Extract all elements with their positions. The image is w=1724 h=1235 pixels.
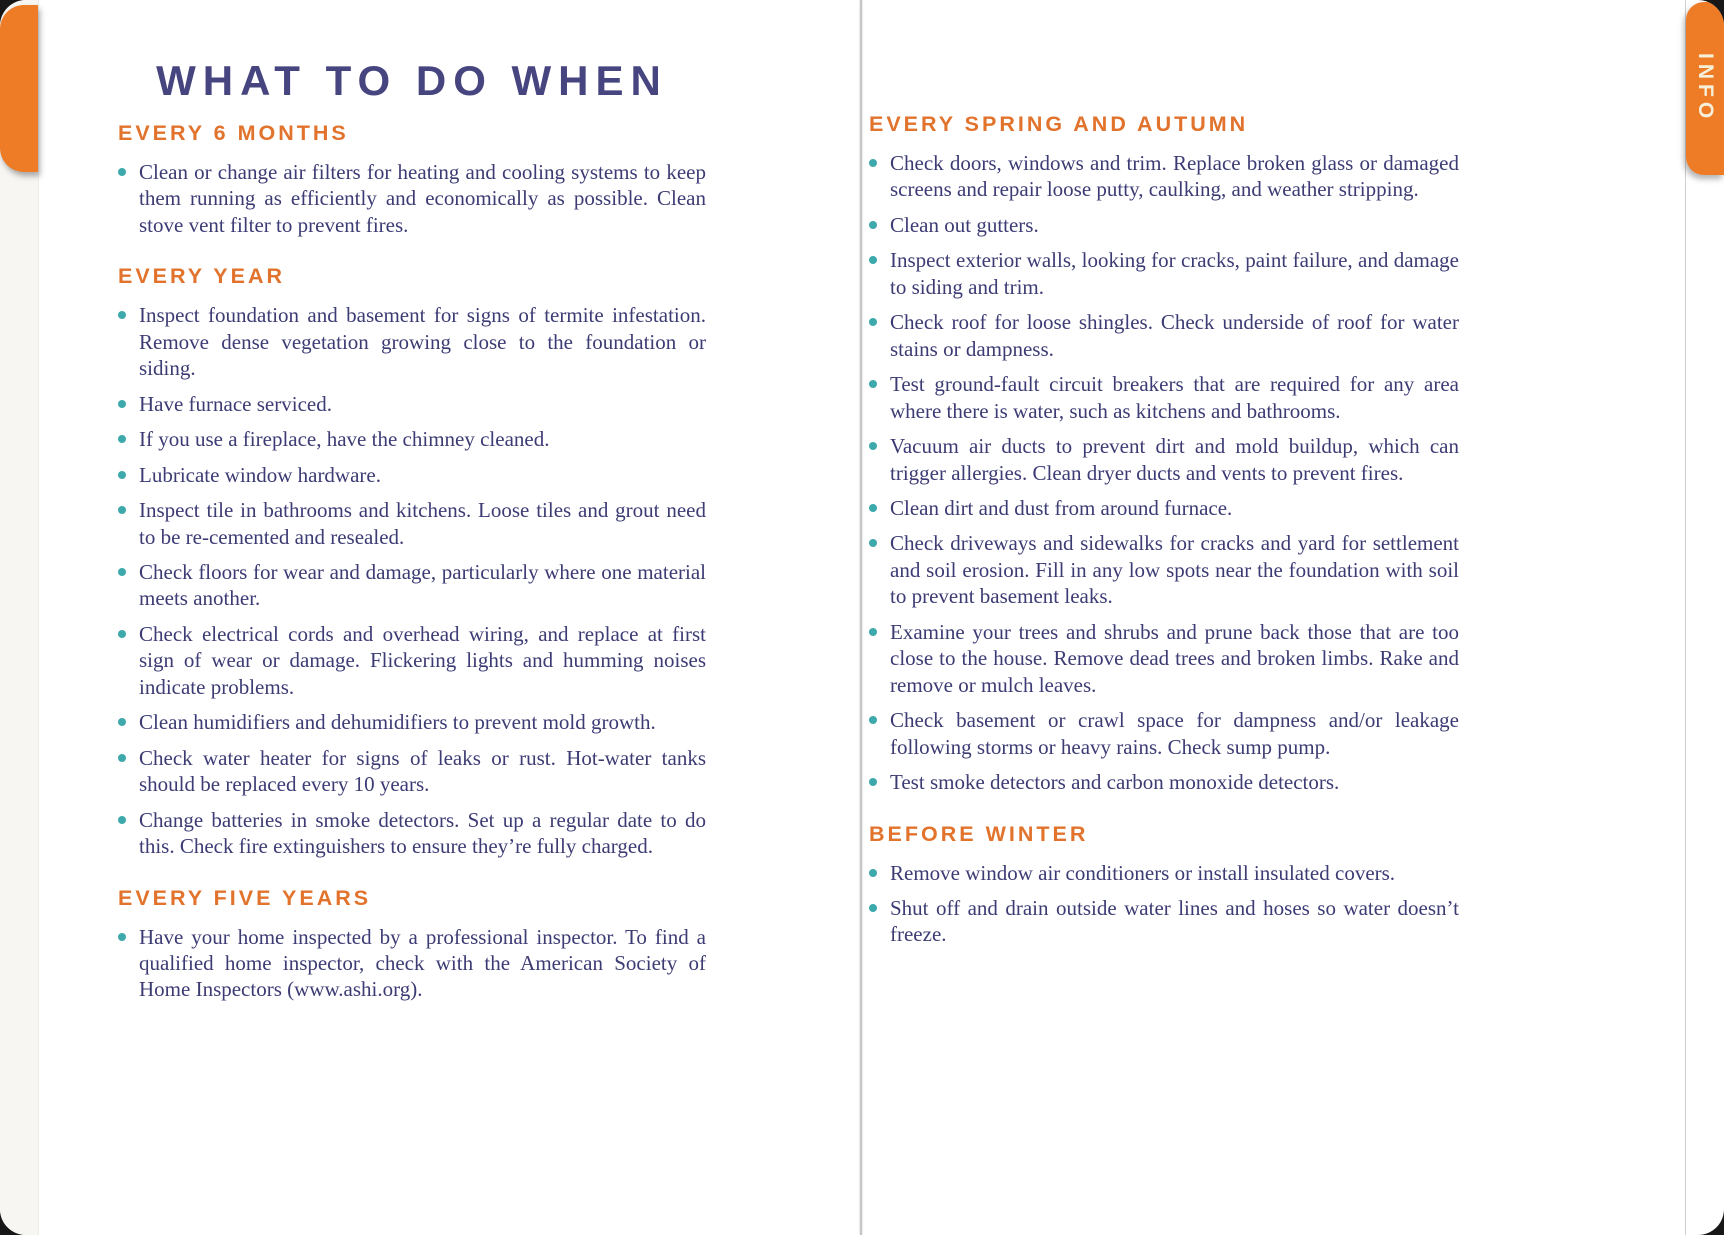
list-item: Check doors, windows and trim. Replace broken glass or damaged screens and repair loose putty, caulking, and weather stripping.: [869, 150, 1459, 203]
page-title: WHAT TO DO WHEN: [156, 57, 668, 104]
page-seam: [860, 0, 862, 1235]
section-heading: EVERY 6 MONTHS: [118, 121, 349, 145]
bullet-icon: [869, 628, 877, 636]
bullet-icon: [118, 630, 126, 638]
list-item: Clean out gutters.: [869, 212, 1459, 238]
bullet-icon: [869, 380, 877, 388]
bullet-icon: [869, 716, 877, 724]
list-item: Check driveways and sidewalks for cracks and yard for settlement and soil erosion. Fill in any low spots near the foundation with soil to prevent basement leaks.: [869, 530, 1459, 609]
list-item: Clean dirt and dust from around furnace.: [869, 495, 1459, 521]
bullet-icon: [118, 816, 126, 824]
bullet-icon: [869, 318, 877, 326]
left-page: [118, 57, 706, 1012]
list-item: Check roof for loose shingles. Check underside of roof for water stains or dampness.: [869, 309, 1459, 362]
bullet-icon: [869, 504, 877, 512]
section-every-6-months: [118, 121, 706, 238]
bullet-icon: [118, 718, 126, 726]
list-item: Lubricate window hardware.: [118, 462, 706, 488]
section-heading: EVERY FIVE YEARS: [118, 885, 372, 910]
list-item: Vacuum air ducts to prevent dirt and mold buildup, which can trigger allergies. Clean dryer ducts and vents to prevent fires.: [869, 433, 1459, 486]
right-page-edge: [1685, 0, 1686, 1235]
list-item: Clean humidifiers and dehumidifiers to prevent mold growth.: [118, 709, 706, 735]
right-page: [869, 112, 1459, 957]
bullet-icon: [118, 933, 126, 941]
list-item: Check floors for wear and damage, particularly where one material meets another.: [118, 559, 706, 612]
bullet-icon: [869, 539, 877, 547]
list-item: Change batteries in smoke detectors. Set up a regular date to do this. Check fire extinguishers to ensure they’re fully charged.: [118, 807, 706, 860]
bullet-icon: [118, 506, 126, 514]
list-item: Examine your trees and shrubs and prune back those that are too close to the house. Remove dead trees and broken limbs. Rake and remove or mulch leaves.: [869, 619, 1459, 698]
section-tab-left[interactable]: [0, 5, 38, 172]
list-item: If you use a fireplace, have the chimney cleaned.: [118, 426, 706, 452]
bullet-icon: [869, 221, 877, 229]
bullet-icon: [869, 778, 877, 786]
bullet-icon: [118, 400, 126, 408]
section-every-year: [118, 264, 706, 859]
section-every-spring-autumn: [869, 112, 1459, 796]
list-item: Shut off and drain outside water lines and hoses so water doesn’t freeze.: [869, 895, 1459, 948]
bullet-icon: [869, 904, 877, 912]
list-item: Check water heater for signs of leaks or rust. Hot-water tanks should be replaced every 10 years.: [118, 745, 706, 798]
bullet-icon: [869, 256, 877, 264]
list-item: Test ground-fault circuit breakers that are required for any area where there is water, such as kitchens and bathrooms.: [869, 371, 1459, 424]
bullet-icon: [118, 471, 126, 479]
bullet-icon: [118, 435, 126, 443]
bullet-icon: [869, 442, 877, 450]
bullet-icon: [118, 754, 126, 762]
bullet-icon: [869, 869, 877, 877]
section-heading: EVERY YEAR: [118, 264, 286, 289]
left-page-edge: [0, 0, 39, 1235]
info-tab[interactable]: [1686, 2, 1724, 175]
bullet-icon: [118, 311, 126, 319]
list-item: Check basement or crawl space for dampness and/or leakage following storms or heavy rains. Check sump pump.: [869, 707, 1459, 760]
info-tab-label: INFO: [1694, 53, 1717, 124]
list-item: Clean or change air filters for heating and cooling systems to keep them running as efficiently and economically as possible. Clean stove vent filter to prevent fires.: [118, 159, 706, 238]
section-before-winter: [869, 822, 1459, 948]
section-every-five-years: [118, 886, 706, 1003]
bullet-icon: [118, 168, 126, 176]
list-item: Remove window air conditioners or install insulated covers.: [869, 860, 1459, 886]
list-item: Inspect exterior walls, looking for cracks, paint failure, and damage to siding and trim.: [869, 247, 1459, 300]
list-item: Have your home inspected by a professional inspector. To find a qualified home inspector, check with the American Society of Home Inspectors (www.ashi.org).: [118, 924, 706, 1003]
bullet-icon: [869, 159, 877, 167]
list-item: Have furnace serviced.: [118, 391, 706, 417]
list-item: Inspect foundation and basement for signs of termite infestation. Remove dense vegetation growing close to the foundation or siding.: [118, 302, 706, 381]
list-item: Inspect tile in bathrooms and kitchens. Loose tiles and grout need to be re-cemented and resealed.: [118, 497, 706, 550]
section-heading: BEFORE WINTER: [869, 821, 1089, 846]
list-item: Check electrical cords and overhead wiring, and replace at first sign of wear or damage. Flickering lights and humming noises indicate problems.: [118, 621, 706, 700]
list-item: Test smoke detectors and carbon monoxide detectors.: [869, 769, 1459, 795]
bullet-icon: [118, 568, 126, 576]
section-heading: EVERY SPRING AND AUTUMN: [869, 112, 1249, 136]
